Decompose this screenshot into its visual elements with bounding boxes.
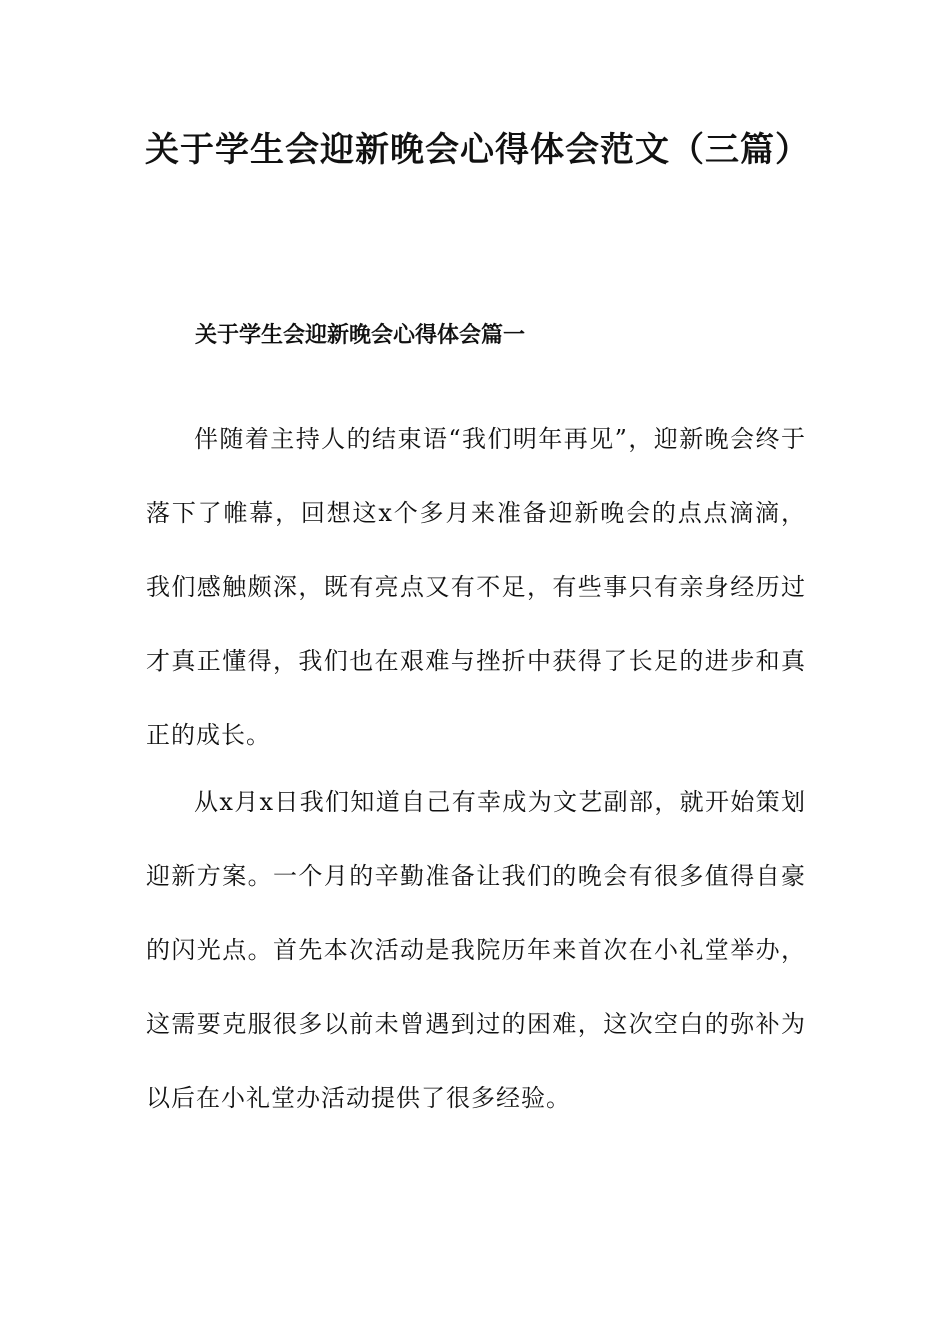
body-paragraph-1: 伴随着主持人的结束语“我们明年再见”，迎新晚会终于落下了帷幕，回想这x个多月来准备迎新晚会的点点滴滴，我们感触颇深，既有亮点又有不足，有些事只有亲身经历过才真正懂得，我们也在艰难与挫折中获得了长足的进步和真正的成长。: [146, 425, 806, 749]
body-paragraph-2: 从x月x日我们知道自己有幸成为文艺副部，就开始策划迎新方案。一个月的辛勤准备让我们的晚会有很多值得自豪的闪光点。首先本次活动是我院历年来首次在小礼堂举办，这需要克服很多以前未曾遇到过的困难，这次空白的弥补为以后在小礼堂办活动提供了很多经验。: [146, 788, 806, 1112]
section-heading: 关于学生会迎新晚会心得体会篇一: [195, 323, 526, 348]
document-title: 关于学生会迎新晚会心得体会范文（三篇）: [145, 130, 810, 170]
